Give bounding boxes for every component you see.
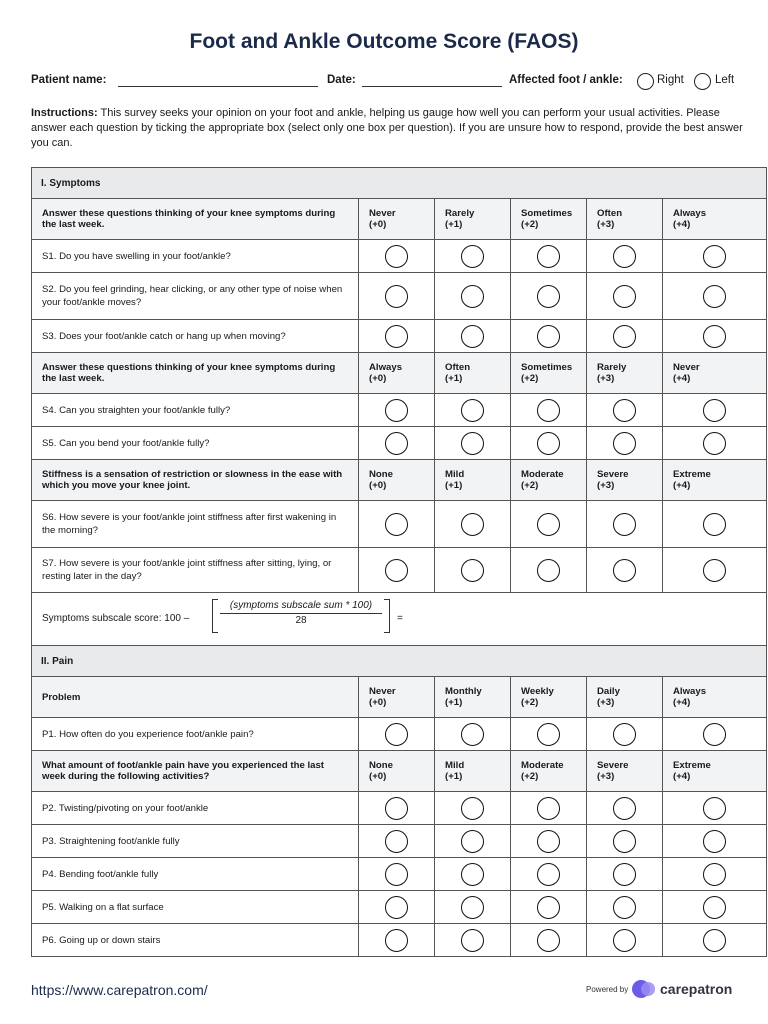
answer-radio[interactable]: [703, 285, 726, 308]
pain-header-1: [32, 677, 767, 718]
header-option: Always (+0): [359, 353, 435, 394]
answer-radio[interactable]: [537, 929, 560, 952]
header-question: Stiffness is a sensation of restriction or slowness in the ease with which you move your knee joint.: [32, 460, 359, 501]
question-row-s4: [32, 394, 767, 427]
symptoms-header-1: [32, 199, 767, 240]
question-row-p1: [32, 718, 767, 751]
question-text: P5. Walking on a flat surface: [32, 891, 359, 924]
section-title: II. Pain: [32, 646, 767, 677]
left-bracket: [212, 599, 218, 633]
header-option: Mild (+1): [435, 460, 511, 501]
answer-radio[interactable]: [613, 863, 636, 886]
section-title: I. Symptoms: [32, 168, 767, 199]
answer-radio[interactable]: [537, 797, 560, 820]
answer-radio[interactable]: [613, 929, 636, 952]
answer-radio[interactable]: [461, 245, 484, 268]
answer-radio[interactable]: [385, 830, 408, 853]
answer-radio[interactable]: [537, 513, 560, 536]
answer-radio[interactable]: [703, 559, 726, 582]
header-option: Never (+4): [663, 353, 767, 394]
answer-radio[interactable]: [461, 797, 484, 820]
question-row-p4: [32, 858, 767, 891]
pain-section-header: [32, 646, 767, 677]
question-text: S6. How severe is your foot/ankle joint stiffness after first wakening in the morning?: [32, 501, 359, 548]
score-label: Symptoms subscale score: 100 –: [42, 613, 190, 624]
answer-radio[interactable]: [537, 723, 560, 746]
answer-radio[interactable]: [703, 325, 726, 348]
answer-radio[interactable]: [537, 863, 560, 886]
answer-radio[interactable]: [613, 723, 636, 746]
right-bracket: [384, 599, 390, 633]
question-row-p3: [32, 825, 767, 858]
answer-radio[interactable]: [461, 896, 484, 919]
question-text: P3. Straightening foot/ankle fully: [32, 825, 359, 858]
question-text: P2. Twisting/pivoting on your foot/ankle: [32, 792, 359, 825]
header-option: Always (+4): [663, 677, 767, 718]
header-option: Rarely (+1): [435, 199, 511, 240]
fraction-bar: [220, 613, 382, 614]
answer-radio[interactable]: [385, 513, 408, 536]
header-option: Often (+3): [587, 199, 663, 240]
answer-radio[interactable]: [613, 797, 636, 820]
pain-header-2: [32, 751, 767, 792]
header-question: Problem: [32, 677, 359, 718]
answer-radio[interactable]: [385, 723, 408, 746]
answer-radio[interactable]: [385, 863, 408, 886]
answer-radio[interactable]: [613, 285, 636, 308]
affected-foot-label: Affected foot / ankle:: [509, 74, 623, 86]
question-row-s7: [32, 548, 767, 593]
answer-radio[interactable]: [703, 830, 726, 853]
question-text: P4. Bending foot/ankle fully: [32, 858, 359, 891]
answer-radio[interactable]: [537, 325, 560, 348]
answer-radio[interactable]: [385, 929, 408, 952]
answer-radio[interactable]: [385, 559, 408, 582]
header-option: Moderate (+2): [511, 751, 587, 792]
answer-radio[interactable]: [703, 797, 726, 820]
question-text: S3. Does your foot/ankle catch or hang up when moving?: [32, 320, 359, 353]
answer-radio[interactable]: [537, 245, 560, 268]
left-label: Left: [715, 74, 735, 86]
answer-radio[interactable]: [461, 559, 484, 582]
question-row-p6: [32, 924, 767, 957]
answer-radio[interactable]: [613, 559, 636, 582]
symptoms-header-3: [32, 460, 767, 501]
header-option: Weekly (+2): [511, 677, 587, 718]
answer-radio[interactable]: [537, 830, 560, 853]
question-text: P1. How often do you experience foot/ankle pain?: [32, 718, 359, 751]
instructions-text: This survey seeks your opinion on your foot and ankle, helping us gauge how well you can perform your usual activities. Please answer each question by ticking the appropriate box (select only one box per question). If you are unsure how to respond, provide the best answer you can.: [31, 107, 743, 149]
header-option: None (+0): [359, 751, 435, 792]
score-equals: =: [397, 613, 403, 624]
question-row-p5: [32, 891, 767, 924]
answer-radio[interactable]: [461, 863, 484, 886]
header-option: Often (+1): [435, 353, 511, 394]
answer-radio[interactable]: [703, 929, 726, 952]
answer-radio[interactable]: [537, 432, 560, 455]
answer-radio[interactable]: [385, 432, 408, 455]
answer-radio[interactable]: [613, 325, 636, 348]
question-row-s3: [32, 320, 767, 353]
header-option: Extreme (+4): [663, 460, 767, 501]
score-denominator: 28: [295, 615, 307, 626]
symptoms-header-2: [32, 353, 767, 394]
answer-radio[interactable]: [537, 399, 560, 422]
header-option: Always (+4): [663, 199, 767, 240]
instructions: [31, 106, 743, 151]
powered-by-label: Powered by: [586, 985, 629, 994]
answer-radio[interactable]: [703, 723, 726, 746]
answer-radio[interactable]: [461, 432, 484, 455]
right-radio[interactable]: [637, 73, 654, 90]
carepatron-logo-icon: [632, 978, 656, 1000]
answer-radio[interactable]: [537, 285, 560, 308]
header-option: Never (+0): [359, 199, 435, 240]
answer-radio[interactable]: [703, 245, 726, 268]
symptoms-score-row: [32, 593, 767, 646]
header-option: Severe (+3): [587, 460, 663, 501]
symptoms-section-header: [32, 168, 767, 199]
question-row-s5: [32, 427, 767, 460]
answer-radio[interactable]: [385, 797, 408, 820]
answer-radio[interactable]: [385, 245, 408, 268]
right-label: Right: [657, 74, 684, 86]
question-row-s1: [32, 240, 767, 273]
header-option: Rarely (+3): [587, 353, 663, 394]
answer-radio[interactable]: [461, 399, 484, 422]
date-field[interactable]: [362, 86, 502, 87]
header-question: What amount of foot/ankle pain have you experienced the last week during the following activities?: [32, 751, 359, 792]
date-label: Date:: [327, 74, 356, 86]
answer-radio[interactable]: [703, 863, 726, 886]
answer-radio[interactable]: [461, 830, 484, 853]
header-option: None (+0): [359, 460, 435, 501]
page-title: Foot and Ankle Outcome Score (FAOS): [189, 30, 579, 53]
header-option: Daily (+3): [587, 677, 663, 718]
carepatron-link[interactable]: https://www.carepatron.com/: [31, 982, 208, 998]
score-numerator: (symptoms subscale sum * 100): [229, 600, 373, 611]
answer-radio[interactable]: [703, 513, 726, 536]
question-text: S5. Can you bend your foot/ankle fully?: [32, 427, 359, 460]
faos-table: [31, 167, 767, 957]
answer-radio[interactable]: [613, 399, 636, 422]
answer-radio[interactable]: [703, 896, 726, 919]
question-row-s2: [32, 273, 767, 320]
answer-radio[interactable]: [385, 285, 408, 308]
patient-name-field[interactable]: [118, 86, 318, 87]
question-text: S2. Do you feel grinding, hear clicking, or any other type of noise when your foot/ankle moves?: [32, 273, 359, 320]
score-formula: [32, 593, 766, 645]
answer-radio[interactable]: [461, 285, 484, 308]
answer-radio[interactable]: [613, 245, 636, 268]
answer-radio[interactable]: [613, 896, 636, 919]
question-text: S1. Do you have swelling in your foot/ankle?: [32, 240, 359, 273]
question-text: S4. Can you straighten your foot/ankle fully?: [32, 394, 359, 427]
answer-radio[interactable]: [461, 513, 484, 536]
header-option: Sometimes (+2): [511, 353, 587, 394]
answer-radio[interactable]: [613, 513, 636, 536]
left-radio[interactable]: [694, 73, 711, 90]
header-option: Mild (+1): [435, 751, 511, 792]
patient-name-label: Patient name:: [31, 74, 107, 86]
header-option: Monthly (+1): [435, 677, 511, 718]
header-option: Sometimes (+2): [511, 199, 587, 240]
answer-radio[interactable]: [385, 325, 408, 348]
question-text: P6. Going up or down stairs: [32, 924, 359, 957]
answer-radio[interactable]: [461, 929, 484, 952]
answer-radio[interactable]: [703, 399, 726, 422]
answer-radio[interactable]: [613, 830, 636, 853]
header-option: Moderate (+2): [511, 460, 587, 501]
answer-radio[interactable]: [703, 432, 726, 455]
answer-radio[interactable]: [537, 559, 560, 582]
header-option: Severe (+3): [587, 751, 663, 792]
answer-radio[interactable]: [461, 723, 484, 746]
question-text: S7. How severe is your foot/ankle joint stiffness after sitting, lying, or resting later in the day?: [32, 548, 359, 593]
header-question: Answer these questions thinking of your knee symptoms during the last week.: [32, 353, 359, 394]
answer-radio[interactable]: [613, 432, 636, 455]
header-option: Never (+0): [359, 677, 435, 718]
question-row-s6: [32, 501, 767, 548]
header-option: Extreme (+4): [663, 751, 767, 792]
answer-radio[interactable]: [385, 896, 408, 919]
carepatron-brand: carepatron: [660, 981, 733, 997]
instructions-label: Instructions:: [31, 107, 98, 119]
answer-radio[interactable]: [385, 399, 408, 422]
question-row-p2: [32, 792, 767, 825]
patient-info-row: [31, 73, 741, 91]
answer-radio[interactable]: [537, 896, 560, 919]
answer-radio[interactable]: [461, 325, 484, 348]
header-question: Answer these questions thinking of your knee symptoms during the last week.: [32, 199, 359, 240]
